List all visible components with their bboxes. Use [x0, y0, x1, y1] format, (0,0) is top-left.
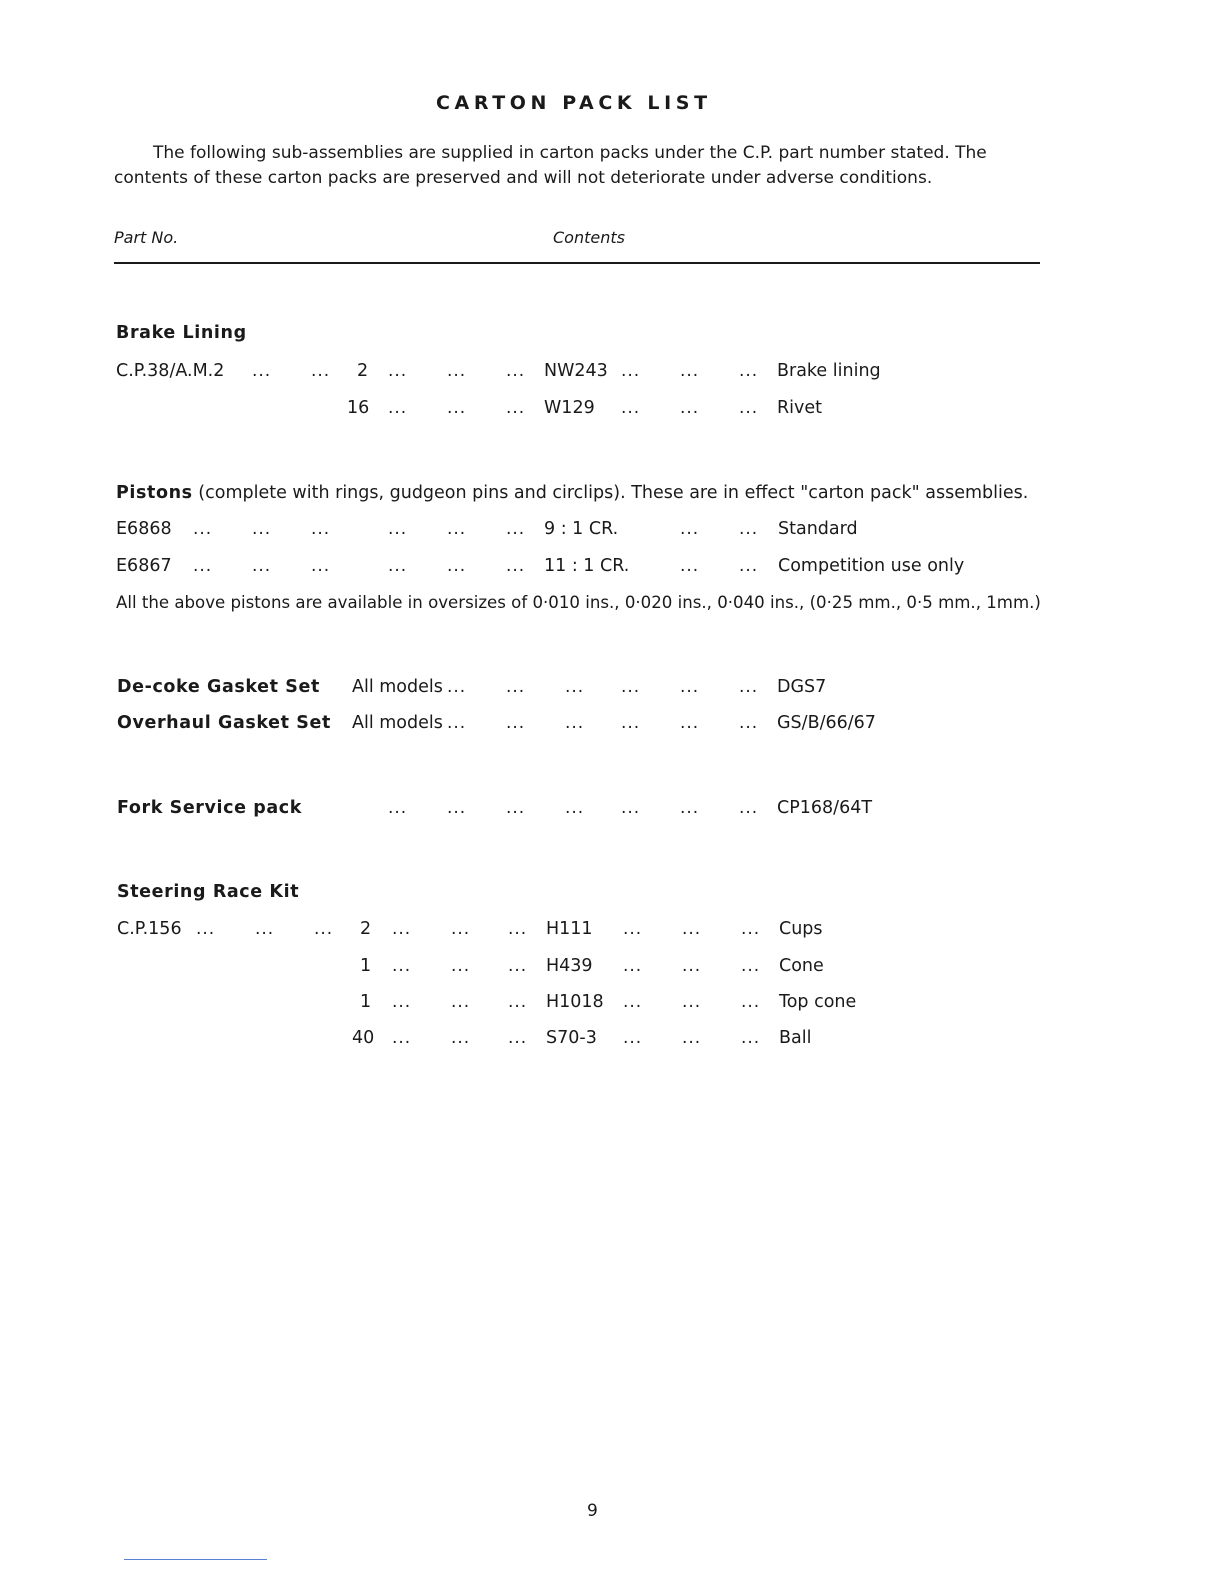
leader-dots: ...	[388, 361, 408, 381]
leader-dots: ...	[447, 361, 467, 381]
piston-description: Competition use only	[778, 556, 965, 576]
leader-dots: ...	[741, 956, 761, 976]
part-number: E6868	[116, 519, 172, 539]
quantity: 40	[352, 1028, 375, 1048]
leader-dots: ...	[623, 992, 643, 1012]
leader-dots: ...	[623, 956, 643, 976]
section-heading-note: (complete with rings, gudgeon pins and circlips). These are in effect "carton pack" assemblies.	[198, 483, 1029, 503]
leader-dots: ...	[447, 519, 467, 539]
piston-description: Standard	[778, 519, 858, 539]
oversize-note: All the above pistons are available in oversizes of 0·010 ins., 0·020 ins., 0·040 ins., (0·25 mm., 0·5 mm., 1mm.)	[116, 593, 1041, 612]
component-code: W129	[544, 398, 595, 418]
leader-dots: ...	[196, 919, 216, 939]
leader-dots: ...	[739, 556, 759, 576]
leader-dots: ...	[739, 798, 759, 818]
leader-dots: ...	[392, 1028, 412, 1048]
component-description: Cups	[779, 919, 823, 939]
part-number: C.P.38/A.M.2	[116, 361, 225, 381]
footer-line	[124, 1559, 267, 1560]
leader-dots: ...	[741, 1028, 761, 1048]
leader-dots: ...	[680, 677, 700, 697]
leader-dots: ...	[255, 919, 275, 939]
quantity: 1	[360, 956, 372, 976]
leader-dots: ...	[193, 519, 213, 539]
leader-dots: ...	[447, 677, 467, 697]
leader-dots: ...	[682, 992, 702, 1012]
leader-dots: ...	[392, 992, 412, 1012]
leader-dots: ...	[392, 919, 412, 939]
leader-dots: ...	[739, 713, 759, 733]
leader-dots: ...	[311, 556, 331, 576]
component-description: Rivet	[777, 398, 823, 418]
leader-dots: ...	[193, 556, 213, 576]
pistons-heading-line	[116, 483, 1028, 503]
leader-dots: ...	[739, 398, 759, 418]
leader-dots: ...	[741, 919, 761, 939]
component-code: H111	[546, 919, 593, 939]
leader-dots: ...	[506, 556, 526, 576]
component-code: H439	[546, 956, 593, 976]
gasket-code: DGS7	[777, 677, 827, 697]
section-heading: Brake Lining	[116, 323, 247, 343]
leader-dots: ...	[506, 677, 526, 697]
component-code: NW243	[544, 361, 608, 381]
quantity: 2	[360, 919, 372, 939]
intro-line-2: contents of these carton packs are preserved and will not deteriorate under adverse conditions.	[114, 168, 933, 188]
header-rule	[114, 262, 1040, 264]
gasket-models: All models	[352, 677, 443, 697]
leader-dots: ...	[506, 798, 526, 818]
leader-dots: ...	[252, 519, 272, 539]
leader-dots: ...	[508, 956, 528, 976]
leader-dots: ...	[739, 677, 759, 697]
leader-dots: ...	[311, 519, 331, 539]
leader-dots: ...	[741, 992, 761, 1012]
leader-dots: ...	[565, 677, 585, 697]
leader-dots: ...	[451, 956, 471, 976]
leader-dots: ...	[451, 919, 471, 939]
leader-dots: ...	[680, 798, 700, 818]
leader-dots: ...	[682, 1028, 702, 1048]
leader-dots: ...	[508, 992, 528, 1012]
leader-dots: ...	[506, 519, 526, 539]
section-heading: Steering Race Kit	[117, 882, 300, 902]
leader-dots: ...	[508, 919, 528, 939]
component-description: Brake lining	[777, 361, 881, 381]
gasket-set-name: De-coke Gasket Set	[117, 677, 320, 697]
part-number: E6867	[116, 556, 172, 576]
leader-dots: ...	[680, 713, 700, 733]
leader-dots: ...	[621, 398, 641, 418]
leader-dots: ...	[388, 798, 408, 818]
leader-dots: ...	[451, 992, 471, 1012]
section-heading: Pistons	[116, 483, 193, 503]
leader-dots: ...	[621, 713, 641, 733]
leader-dots: ...	[447, 798, 467, 818]
component-code: H1018	[546, 992, 604, 1012]
leader-dots: ...	[447, 398, 467, 418]
quantity: 2	[357, 361, 369, 381]
compression-ratio: 9 : 1 CR.	[544, 519, 619, 539]
leader-dots: ...	[447, 713, 467, 733]
leader-dots: ...	[311, 361, 331, 381]
component-description: Cone	[779, 956, 824, 976]
leader-dots: ...	[680, 361, 700, 381]
leader-dots: ...	[447, 556, 467, 576]
leader-dots: ...	[565, 798, 585, 818]
leader-dots: ...	[506, 361, 526, 381]
compression-ratio: 11 : 1 CR.	[544, 556, 630, 576]
leader-dots: ...	[623, 1028, 643, 1048]
gasket-set-name: Overhaul Gasket Set	[117, 713, 331, 733]
leader-dots: ...	[680, 556, 700, 576]
page-title: CARTON PACK LIST	[436, 92, 712, 114]
leader-dots: ...	[252, 361, 272, 381]
intro-line-1: The following sub-assemblies are supplied in carton packs under the C.P. part number stated. The	[153, 143, 987, 163]
column-header-contents: Contents	[553, 228, 625, 247]
leader-dots: ...	[314, 919, 334, 939]
quantity: 16	[347, 398, 370, 418]
gasket-models: All models	[352, 713, 443, 733]
leader-dots: ...	[680, 519, 700, 539]
leader-dots: ...	[623, 919, 643, 939]
quantity: 1	[360, 992, 372, 1012]
leader-dots: ...	[252, 556, 272, 576]
leader-dots: ...	[506, 713, 526, 733]
leader-dots: ...	[392, 956, 412, 976]
gasket-code: GS/B/66/67	[777, 713, 876, 733]
component-code: S70-3	[546, 1028, 597, 1048]
leader-dots: ...	[388, 519, 408, 539]
leader-dots: ...	[451, 1028, 471, 1048]
leader-dots: ...	[621, 798, 641, 818]
leader-dots: ...	[739, 361, 759, 381]
fork-service-name: Fork Service pack	[117, 798, 303, 818]
leader-dots: ...	[565, 713, 585, 733]
leader-dots: ...	[506, 398, 526, 418]
leader-dots: ...	[682, 956, 702, 976]
leader-dots: ...	[680, 398, 700, 418]
part-number: C.P.156	[117, 919, 182, 939]
leader-dots: ...	[508, 1028, 528, 1048]
column-header-part-no: Part No.	[114, 228, 179, 247]
component-description: Top cone	[779, 992, 857, 1012]
leader-dots: ...	[739, 519, 759, 539]
leader-dots: ...	[388, 556, 408, 576]
leader-dots: ...	[388, 398, 408, 418]
component-description: Ball	[779, 1028, 812, 1048]
leader-dots: ...	[682, 919, 702, 939]
leader-dots: ...	[621, 677, 641, 697]
page-number: 9	[587, 1501, 598, 1521]
fork-service-code: CP168/64T	[777, 798, 873, 818]
leader-dots: ...	[621, 361, 641, 381]
